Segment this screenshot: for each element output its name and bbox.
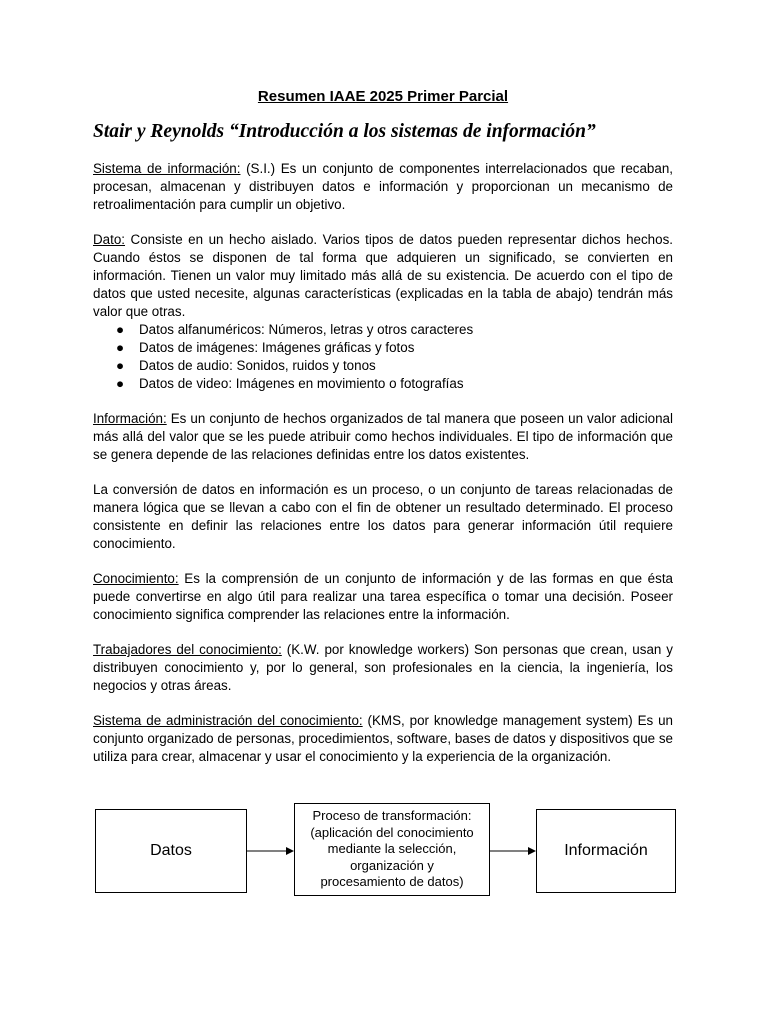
paragraph-conocimiento: [93, 570, 673, 624]
list-item: [93, 357, 673, 375]
paragraph-dato: [93, 231, 673, 321]
definition-kms: (KMS, por knowledge management system) Es un conjunto organizado de personas, procedimientos, software, bases de datos y dispositivos que se utiliza para crear, almacenar y usar el conocimiento y la experiencia de la organización.: [93, 713, 674, 764]
definition-dato: Consiste en un hecho aislado. Varios tipos de datos pueden representar dichos hechos. Cuando éstos se disponen de tal forma que adquieren un significado, se convierten en información. Tienen un valor muy limitado más allá de su existencia. De acuerdo con el tipo de datos que usted necesite, algunas características (explicadas en la tabla de abajo) tendrán más valor que otras.: [93, 232, 673, 319]
process-line: Proceso de transformación:: [312, 808, 472, 824]
term-trabajadores: Trabajadores del conocimiento:: [93, 642, 282, 657]
term-conocimiento: Conocimiento:: [93, 571, 179, 586]
definition-informacion: Es un conjunto de hechos organizados de tal manera que poseen un valor adicional más allá del valor que se les puede atribuir como hechos individuales. El tipo de información que se genera depende de las relaciones definidas entre los datos existentes.: [93, 411, 673, 462]
list-item-text: Datos de imágenes: Imágenes gráficas y fotos: [139, 340, 415, 355]
paragraph-conversion: La conversión de datos en información es un proceso, o un conjunto de tareas relacionadas de manera lógica que se llevan a cabo con el fin de obtener un resultado determinado. El proceso consistente en definir las relaciones entre los datos para generar información útil requiere conocimiento.: [93, 482, 673, 551]
bullet-dot: ●: [116, 340, 125, 355]
bullet-dot: ●: [116, 358, 125, 373]
list-item: [93, 321, 673, 339]
process-line: (aplicación del conocimiento: [310, 824, 474, 840]
term-sistema-informacion: Sistema de información:: [93, 161, 241, 176]
diagram-box-datos: Datos: [95, 809, 247, 893]
term-kms: Sistema de administración del conocimiento:: [93, 713, 363, 728]
list-item: [93, 339, 673, 357]
bullet-dot: ●: [116, 376, 125, 391]
definition-sistema-informacion: (S.I.) Es un conjunto de componentes interrelacionados que recaban, procesan, almacenan y distribuyen datos e información y proporcionan un mecanismo de retroalimentación para cumplir un objetivo.: [93, 161, 673, 212]
paragraph-informacion: [93, 410, 673, 464]
list-item-text: Datos de video: Imágenes en movimiento o fotografías: [139, 376, 464, 391]
definition-conocimiento: Es la comprensión de un conjunto de información y de las formas en que ésta puede convertirse en algo útil para realizar una tarea específica o tomar una decisión. Poseer conocimiento significa comprender las relaciones entre la información.: [93, 571, 673, 622]
definition-trabajadores: (K.W. por knowledge workers) Son personas que crean, usan y distribuyen conocimiento y, por lo general, son profesionales en la ciencia, la ingeniería, los negocios y otras áreas.: [93, 642, 673, 693]
paragraph-sistema-informacion: [93, 160, 673, 214]
process-line: mediante la selección,: [327, 841, 457, 857]
bullet-dot: ●: [116, 322, 125, 337]
process-line: procesamiento de datos): [320, 874, 464, 890]
term-informacion: Información:: [93, 411, 167, 426]
document-page: [93, 87, 673, 783]
paragraph-trabajadores: [93, 641, 673, 695]
document-subtitle: Stair y Reynolds “Introducción a los sistemas de información”: [93, 121, 596, 142]
diagram-box-informacion: Información: [536, 809, 676, 893]
diagram-box-proceso: [294, 803, 490, 896]
process-line: organización y: [350, 857, 434, 873]
list-item-text: Datos de audio: Sonidos, ruidos y tonos: [139, 358, 376, 373]
list-item-text: Datos alfanuméricos: Números, letras y otros caracteres: [139, 322, 474, 337]
paragraph-kms: [93, 712, 673, 766]
term-dato: Dato:: [93, 232, 126, 247]
list-item: [93, 375, 673, 393]
document-title: Resumen IAAE 2025 Primer Parcial: [257, 88, 509, 105]
diagram-process-text: [310, 808, 473, 891]
data-types-list: [93, 321, 673, 393]
